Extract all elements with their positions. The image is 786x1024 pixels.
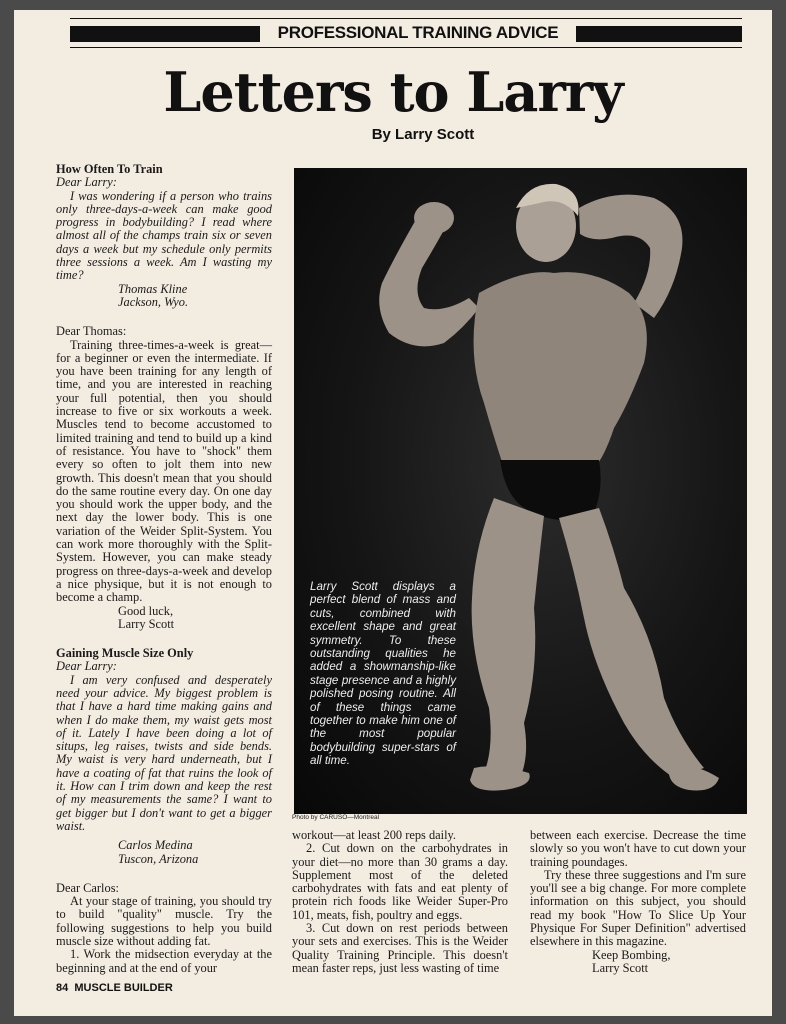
letter1-body: I was wondering if a person who trains only three-days-a-week can make good progress in bodybuilding? I read where almost all of the champs train six or seven days a week but my schedule only permits three sessions a week. Am I wasting my time? [56, 188, 272, 283]
letter2-final: Try these three suggestions and I'm sure you'll see a big change. For more complete information on this subject, you should read my book "How To Slice Up Your Physique For Super Definition" advertised elsewhere in this magazine. [530, 867, 746, 949]
letter1-closing-name: Larry Scott [118, 616, 175, 631]
banner-rule-bottom [70, 47, 742, 48]
magazine-page [14, 10, 772, 1016]
page-title: Letters to Larry [163, 60, 623, 124]
letter2-body: I am very confused and desperately need your advice. My biggest problem is that I have a hard time making gains and when I do make them, my waist gets most of it. Lately I have been doing a lot of situps, leg raises, twists and side bends. My waist is very hard underneath, but I have a coating of fat that ruins the look of it. How can I trim down and keep the rest of my measurements the same? I want to get bigger but I don't want to get a bigger waist. [56, 672, 272, 833]
letter2-reply1: At your stage of training, you should try to build "quality" muscle. Try the following suggestions to help you build muscle size without adding fat. [56, 894, 272, 949]
letter1-closing: Good luck, [118, 603, 174, 618]
letter1-heading: How Often To Train [56, 162, 163, 176]
letter2-point1b: workout—at least 200 reps daily. [292, 828, 457, 842]
byline: By Larry Scott [371, 126, 475, 143]
page-number: 84 [56, 982, 69, 994]
letter2-salutation: Dear Larry: [56, 659, 117, 674]
letter2-reply-salutation: Dear Carlos: [56, 880, 119, 895]
photo-caption: Larry Scott displays a perfect blend of mass and cuts, combined with excellent shape and great symmetry. To these outstanding qualities he added a showmanship-like stage presence and a highly polished posing routine. All of these things came together to make him one of the most popular bodybuilding super-stars of all time. [310, 580, 456, 768]
banner-bar-right [576, 26, 742, 42]
letter2-point3b: between each exercise. Decrease the time slowly so you won't have to cut down your training poundages. [530, 828, 746, 869]
photo-credit: Photo by CARUSO—Montreal [292, 814, 380, 821]
magazine-name: MUSCLE BUILDER [74, 982, 173, 994]
bodybuilder-photo [294, 168, 747, 814]
page-footer [56, 982, 173, 994]
letter1-reply: Training three-times-a-week is great—for a beginner or even the intermediate. If you have been training for any length of time, and you are interested in reaching your full potential, then you should increase to five or six workouts a week. Muscles tend to become accustomed to limited training and tend to build up a kind of resistance. You have to "shock" them every so often to jolt them into new growth. This doesn't mean that you should do the same routine every day. On one day you should work the upper body, and the next day the lower body. This is one variation of the Weider Split-System. You can work more thoroughly with the Split-System. However, you can make steady progress on three-days-a-week and develop a nice physique, but it is not enough to become a champ. [56, 337, 272, 605]
letter1-sig-name: Thomas Kline [118, 281, 188, 296]
letter2-point2: 2. Cut down on the carbohydrates in your diet—no more than 30 grams a day. Supplement most of the deleted carbohydrates with fats and eat plenty of protein rich foods like Weider Super-Pro 101, meats, fish, poultry and eggs. [292, 841, 508, 922]
letter2-sig-place: Tuscon, Arizona [118, 851, 199, 866]
letter2-closing-name: Larry Scott [592, 960, 649, 975]
letter2-closing: Keep Bombing, [592, 947, 671, 962]
section-banner: PROFESSIONAL TRAINING ADVICE [277, 23, 559, 42]
letter1-reply-salutation: Dear Thomas: [56, 324, 127, 339]
middle-column [292, 829, 508, 975]
letter2-heading: Gaining Muscle Size Only [56, 646, 194, 661]
letter2-sig-name: Carlos Medina [118, 838, 193, 853]
letter1-salutation: Dear Larry: [56, 175, 117, 190]
letter2-point3a: 3. Cut down on rest periods between your sets and exercises. This is the Weider Quality Training Principle. This doesn't mean faster reps, just less wasting of time [292, 921, 508, 975]
banner-rule-top [70, 18, 742, 19]
left-column [56, 163, 272, 975]
banner-bar-left [70, 26, 260, 42]
letter1-sig-place: Jackson, Wyo. [118, 294, 189, 309]
right-column [530, 829, 746, 975]
letter2-point1a: 1. Work the midsection everyday at the beginning and at the end of your [56, 947, 272, 975]
